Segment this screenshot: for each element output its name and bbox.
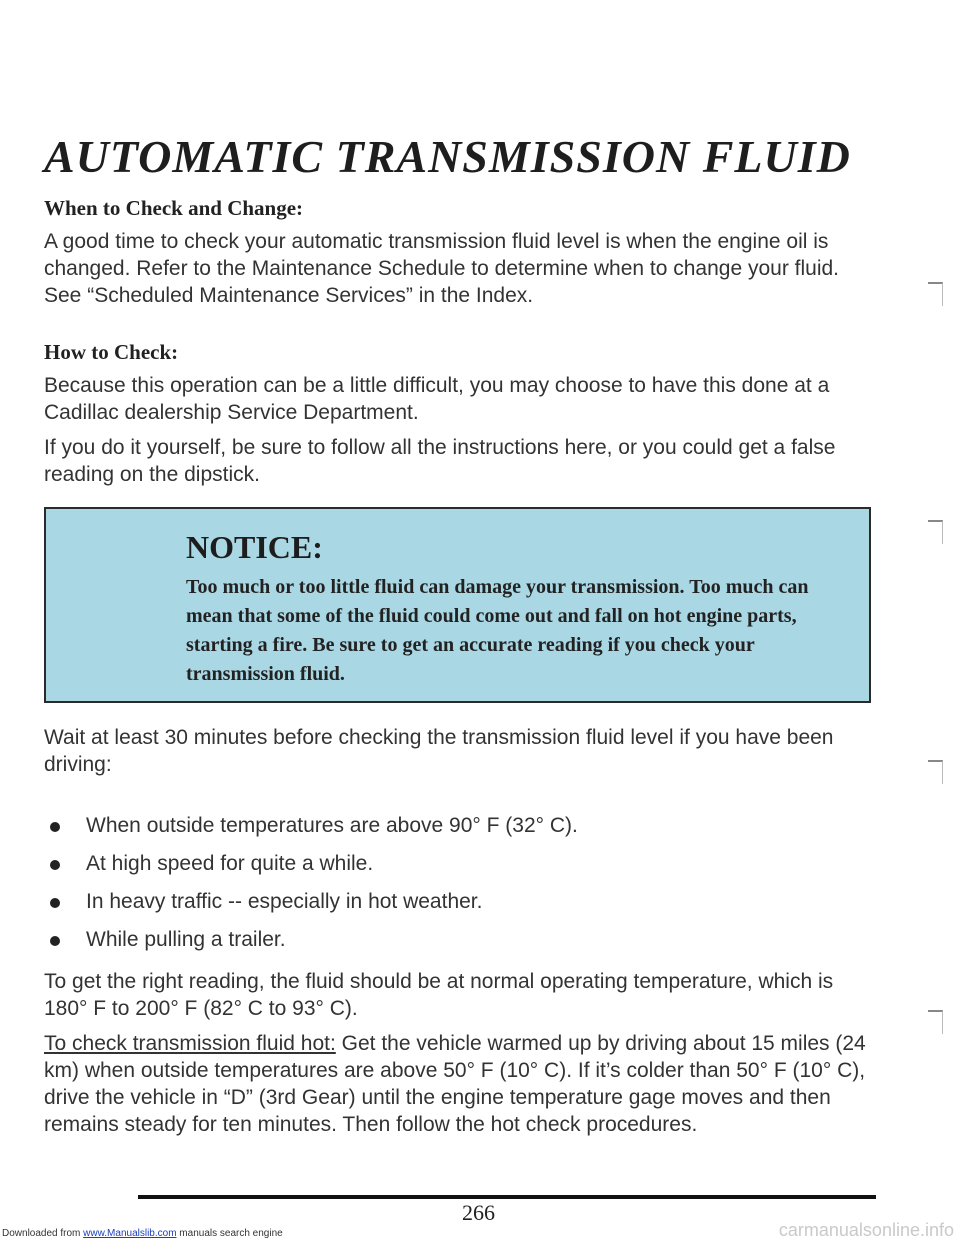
notice-box: [44, 507, 871, 703]
temperature-paragraph: To get the right reading, the fluid should be at normal operating temperature, which is 180° F to 200° F (82° C to 93° C).: [44, 970, 834, 1020]
download-footer: Downloaded from www.Manualslib.com manuals search engine: [2, 1228, 283, 1239]
hot-check-label: To check transmission fluid hot:: [44, 1032, 336, 1055]
watermark: carmanualsonline.info: [778, 1220, 954, 1240]
how-paragraph-2: If you do it yourself, be sure to follow all the instructions here, or you could get a false reading on the dipstick.: [44, 436, 836, 486]
bullet-icon: [50, 898, 60, 908]
page-title: AUTOMATIC TRANSMISSION FLUID: [44, 131, 851, 182]
how-paragraph-1: Because this operation can be a little difficult, you may choose to have this done at a Cadillac dealership Service Department.: [44, 374, 830, 424]
notice-body: Too much or too little fluid can damage your transmission. Too much can mean that some of the fluid could come out and fall on hot engine parts, starting a fire. Be sure to get an accurate reading if you check your transmission fluid.: [186, 576, 809, 685]
conditions-list: [44, 812, 578, 964]
page-edge-mark: [928, 520, 943, 544]
notice-title: NOTICE:: [186, 529, 323, 565]
how-heading: How to Check:: [44, 340, 179, 364]
hot-check-paragraph: [44, 1030, 874, 1138]
page-edge-mark: [928, 1010, 943, 1034]
page-edge-mark: [928, 760, 943, 784]
when-heading: When to Check and Change:: [44, 196, 304, 220]
bullet-icon: [50, 860, 60, 870]
page-number: 266: [462, 1200, 495, 1225]
bullet-icon: [50, 936, 60, 946]
list-item: In heavy traffic -- especially in hot weather.: [44, 888, 578, 926]
hot-check-text: Get the vehicle warmed up by driving about 15 miles (24 km) when outside temperatures are above 50° F (10° C). If it’s colder than 50° F (10° C), drive the vehicle in “D” (3rd Gear) until the engine temperature gage moves and then remains steady for ten minutes. Then follow the hot check procedures.: [44, 1032, 866, 1136]
when-paragraph: A good time to check your automatic transmission fluid level is when the engine oil is changed. Refer to the Maintenance Schedule to determine when to change your fluid. See “Scheduled Maintenance Services” in the Index.: [44, 230, 840, 307]
manualslib-link[interactable]: www.Manualslib.com: [83, 1228, 177, 1239]
bullet-icon: [50, 822, 60, 832]
wait-paragraph: Wait at least 30 minutes before checking the transmission fluid level if you have been driving:: [44, 726, 834, 776]
list-item: When outside temperatures are above 90° F (32° C).: [44, 812, 578, 850]
page-edge-mark: [928, 282, 943, 306]
list-item: While pulling a trailer.: [44, 926, 578, 964]
list-item: At high speed for quite a while.: [44, 850, 578, 888]
footer-rule: [138, 1195, 876, 1199]
